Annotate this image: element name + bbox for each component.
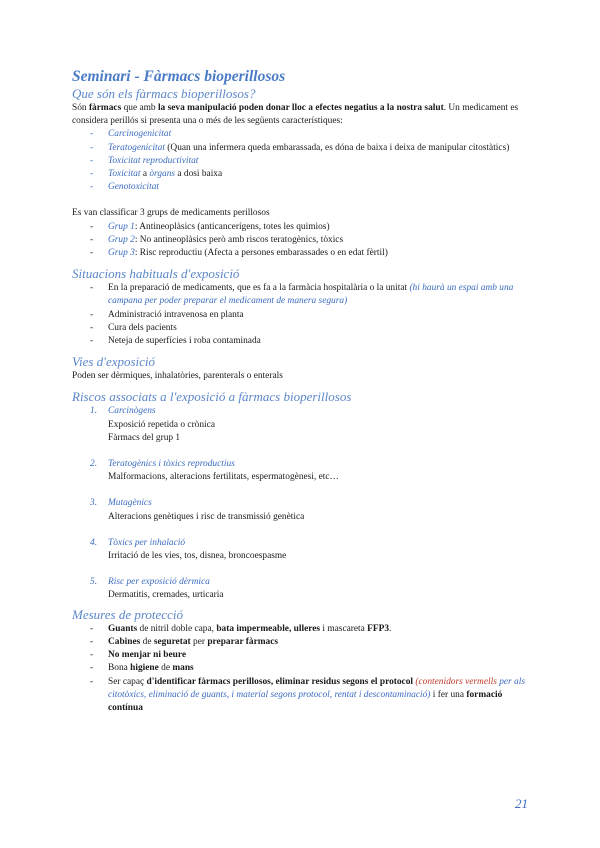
- list-item: - Cura dels pacients: [108, 322, 532, 335]
- groups-list: [72, 221, 532, 261]
- list-item: - Bona higiene de mans: [108, 662, 532, 675]
- risks-list: [72, 405, 532, 602]
- page-title: Seminari - Fàrmacs bioperillosos: [72, 68, 286, 85]
- list-item: - Cabines de seguretat per preparar fàrmacs: [108, 636, 532, 649]
- situations-list: [72, 282, 532, 348]
- list-item: - Grup 2: No antineoplàsics però amb riscos teratogènics, tòxics: [108, 234, 532, 247]
- section-heading-routes: Vies d'exposició: [72, 354, 156, 370]
- list-item: 5. Risc per exposició dèrmica Dermatitis, cremades, urticaria: [90, 577, 224, 601]
- list-item: 3. Mutagènics Alteracions genètiques i risc de transmissió genètica: [90, 498, 305, 522]
- list-item: 4. Tòxics per inhalació Irritació de les vies, tos, disnea, broncoespasme: [90, 537, 287, 562]
- list-item: - Neteja de superfícies i roba contaminada: [108, 335, 532, 348]
- list-item: - Genotoxicitat: [108, 181, 532, 194]
- routes-text: Poden ser dèrmiques, inhalatòries, parenterals o enterals: [72, 371, 283, 382]
- list-item: - Teratogenicitat (Quan una infermera queda embarassada, es dóna de baixa i deixa de manipular citostàtics): [108, 142, 532, 155]
- list-item: - Administració intravenosa en planta: [108, 309, 532, 322]
- list-item: 2. Teratogènics i tòxics reproductius Malformacions, alteracions fertilitats, espermatogènesi, etc…: [90, 459, 339, 483]
- page-number: 21: [515, 796, 528, 811]
- list-item: 1. Carcinògens Exposició repetida o crònica Fàrmacs del grup 1: [90, 406, 215, 443]
- section-heading-situations: Situacions habituals d'exposició: [72, 266, 240, 282]
- section-heading-what-are: Que són els fàrmacs bioperillosos?: [72, 86, 256, 101]
- protection-list: [72, 623, 532, 715]
- document-page: [72, 68, 532, 715]
- list-item: - Grup 1: Antineoplàsics (anticancerígens, totes les quimios): [108, 221, 532, 234]
- section-heading-risks: Riscos associats a l'exposició a fàrmacs bioperillosos: [72, 389, 352, 405]
- list-item: - Carcinogenicitat: [108, 128, 532, 141]
- section-heading-protection: Mesures de protecció: [72, 606, 183, 622]
- list-item: - Grup 3: Risc reproductiu (Afecta a persones embarassades o en edat fèrtil): [108, 247, 532, 260]
- list-item: - Toxicitat reproductivitat: [108, 155, 532, 168]
- characteristics-list: [72, 128, 532, 194]
- groups-intro: Es van classificar 3 grups de medicaments perillosos: [72, 208, 270, 219]
- definition-paragraph: Són fàrmacs que amb la seva manipulació poden donar lloc a efectes negatius a la nostra salut. Un medicament es considera perillós si presenta una o més de les següents característiques:: [72, 103, 519, 127]
- list-item: - Toxicitat a òrgans a dosi baixa: [108, 168, 532, 181]
- list-item: - En la preparació de medicaments, que es fa a la farmàcia hospitalària o la unitat (hi haurà un espai amb una campana per poder preparar el medicament de manera segura): [108, 282, 532, 308]
- list-item: - No menjar ni beure: [108, 649, 532, 662]
- list-item: - Ser capaç d'identificar fàrmacs perillosos, eliminar residus segons el protocol (contenidors vermells per als citotòxics, eliminació de guants, i material segons protocol, rentat i descontaminació) i fer una formació contínua: [108, 676, 532, 716]
- list-item: - Guants de nitril doble capa, bata impermeable, ulleres i mascareta FFP3.: [108, 623, 532, 636]
